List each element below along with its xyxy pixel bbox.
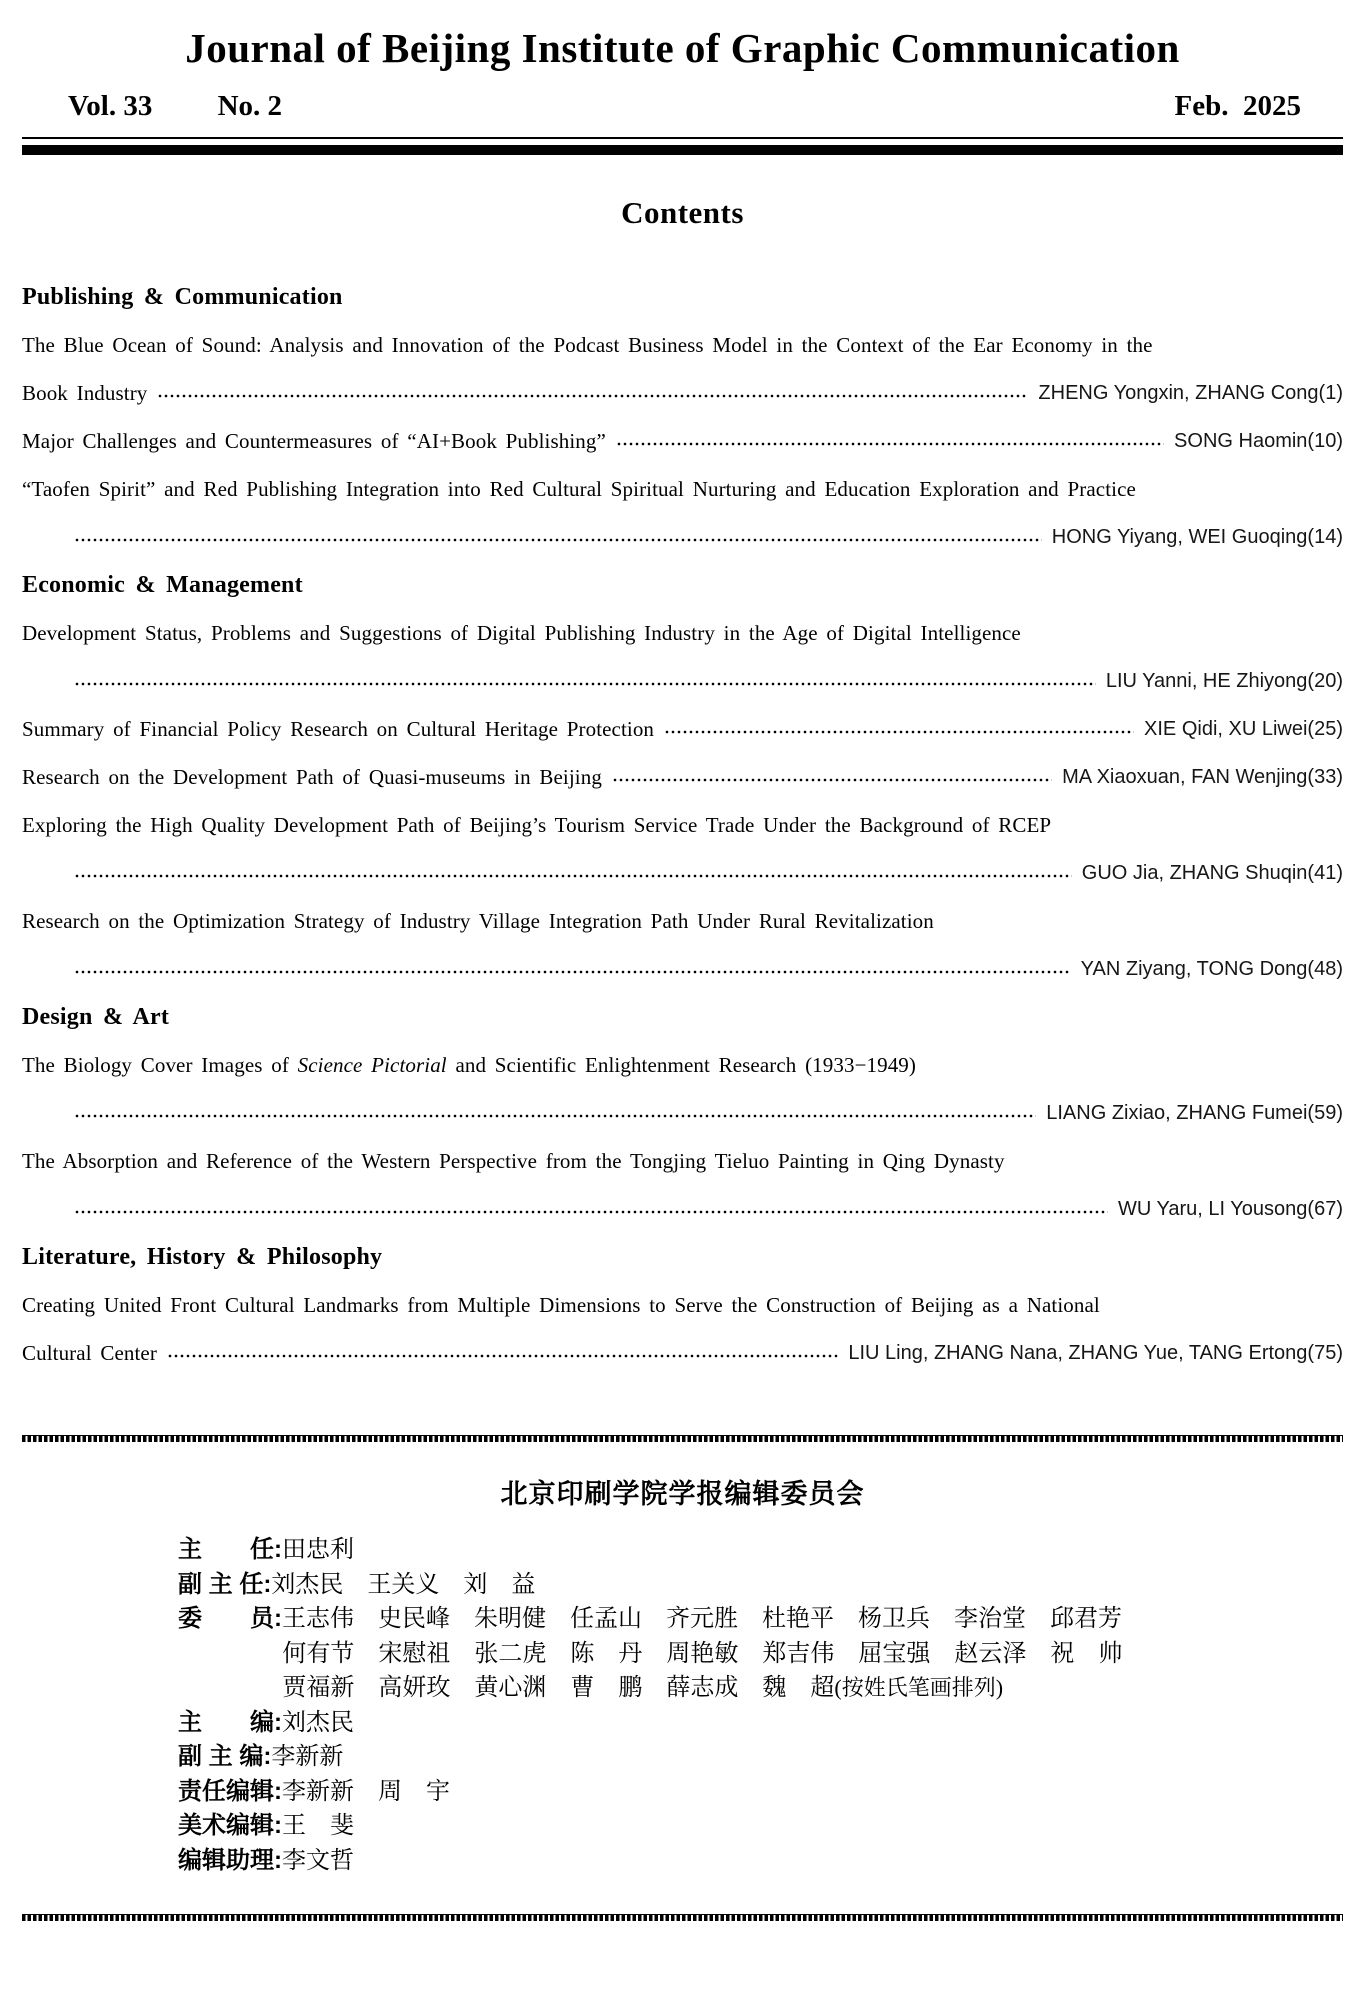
entry-title-lead: Book Industry	[22, 380, 148, 405]
board-role-label: 编辑助理:	[178, 1846, 282, 1874]
italic-title-segment: Science Pictorial	[297, 1053, 447, 1078]
entry-page-number: (59)	[1307, 1101, 1343, 1124]
entry-leader-line	[22, 513, 1343, 561]
entry-page-number: (1)	[1318, 381, 1343, 404]
board-role-label: 委 员:	[178, 1605, 282, 1633]
title-segment: Creating United Front Cultural Landmarks from Multiple Dimensions to Serve the Construction of Beijing as a National	[22, 1293, 1100, 1318]
editorial-board	[22, 1472, 1343, 1878]
board-rows	[178, 1533, 1343, 1878]
board-row	[178, 1775, 1343, 1810]
entry-page-number: (25)	[1307, 717, 1343, 740]
date-label: Feb. 2025	[1174, 90, 1301, 123]
entry-page-number: (20)	[1307, 669, 1343, 692]
board-names: 刘杰民 王关义 刘 益	[271, 1570, 536, 1598]
board-names: 李新新	[271, 1743, 344, 1771]
board-row	[178, 1844, 1343, 1879]
issue-label: No. 2	[217, 90, 283, 123]
dot-leader	[74, 681, 1096, 687]
volume-issue-row	[22, 90, 1343, 123]
toc-entry	[22, 321, 1343, 417]
entry-title-lead: Major Challenges and Countermeasures of “AI+Book Publishing”	[22, 428, 606, 453]
board-row-continuation	[178, 1637, 1343, 1672]
entry-authors: LIU Yanni, HE Zhiyong	[1105, 669, 1308, 692]
entry-leader-line	[22, 945, 1343, 993]
entry-leader-line	[22, 849, 1343, 897]
entry-title-line	[22, 1041, 1343, 1089]
toc-section	[22, 1233, 1343, 1377]
dot-leader	[74, 969, 1071, 975]
entry-authors: MA Xiaoxuan, FAN Wenjing	[1062, 765, 1308, 788]
journal-title: Journal of Beijing Institute of Graphic Communication	[185, 25, 1180, 71]
dot-leader	[74, 1209, 1108, 1215]
entry-title-lead: Cultural Center	[22, 1340, 157, 1365]
board-row-continuation	[178, 1671, 1343, 1706]
entry-authors: XIE Qidi, XU Liwei	[1144, 717, 1308, 740]
entry-authors: SONG Haomin	[1174, 429, 1308, 452]
entry-title-lead: Research on the Development Path of Quasi-museums in Beijing	[22, 764, 602, 789]
entry-page-number: (33)	[1307, 765, 1343, 788]
entry-page-number: (48)	[1307, 957, 1343, 980]
board-role-label: 主 任:	[178, 1536, 282, 1564]
board-role-label: 责任编辑:	[178, 1777, 282, 1805]
board-names: 何有节 宋慰祖 张二虎 陈 丹 周艳敏 郑吉伟 屈宝强 赵云泽 祝 帅	[282, 1639, 1123, 1667]
entry-authors: LIANG Zixiao, ZHANG Fumei	[1046, 1101, 1308, 1124]
entry-authors: LIU Ling, ZHANG Nana, ZHANG Yue, TANG Ertong	[848, 1341, 1308, 1364]
board-row	[178, 1568, 1343, 1603]
entry-leader-line	[22, 753, 1343, 801]
board-names: 田忠利	[282, 1536, 354, 1564]
board-separator	[22, 1435, 1343, 1442]
header-rule-thin	[22, 137, 1343, 139]
dot-leader	[74, 1113, 1036, 1119]
toc-entry	[22, 753, 1343, 801]
entry-leader-line	[22, 705, 1343, 753]
entry-authors: GUO Jia, ZHANG Shuqin	[1081, 861, 1308, 884]
entry-title-lead: Summary of Financial Policy Research on Cultural Heritage Protection	[22, 716, 655, 741]
entry-page-number: (10)	[1307, 429, 1343, 452]
contents-title: Contents	[621, 195, 744, 231]
dot-leader	[74, 873, 1072, 879]
title-segment: and Scientific Enlightenment Research (1933−1949)	[446, 1053, 917, 1078]
toc-sections	[22, 273, 1343, 1377]
board-row	[178, 1740, 1343, 1775]
toc-section	[22, 993, 1343, 1233]
entry-title-line	[22, 321, 1343, 369]
board-row	[178, 1706, 1343, 1741]
title-segment: The Biology Cover Images of	[22, 1053, 298, 1078]
board-names: 贾福新 高妍玫 黄心渊 曹 鹏 薛志成 魏 超	[282, 1674, 835, 1702]
toc-entry	[22, 1041, 1343, 1137]
dot-leader	[616, 441, 1164, 447]
volume-issue	[68, 90, 282, 123]
page-header	[22, 24, 1343, 155]
toc-entry	[22, 1281, 1343, 1377]
toc-entry	[22, 897, 1343, 993]
title-segment: The Blue Ocean of Sound: Analysis and Innovation of the Podcast Business Model in the Context of the Ear Economy in the	[22, 333, 1153, 358]
entry-title-line	[22, 1281, 1343, 1329]
entry-authors: WU Yaru, LI Yousong	[1118, 1197, 1308, 1220]
dot-leader	[167, 1353, 838, 1359]
section-heading: Design & Art	[22, 1004, 170, 1031]
entry-leader-line	[22, 369, 1343, 417]
title-segment: Exploring the High Quality Development Path of Beijing’s Tourism Service Trade Under the Background of RCEP	[22, 813, 1052, 838]
entry-title-line	[22, 1137, 1343, 1185]
header-rule-thick	[22, 145, 1343, 155]
entry-authors: HONG Yiyang, WEI Guoqing	[1051, 525, 1308, 548]
board-sort-note: (按姓氏笔画排列)	[834, 1675, 1004, 1701]
entry-authors: ZHENG Yongxin, ZHANG Cong	[1038, 381, 1319, 404]
dot-leader	[157, 393, 1028, 399]
bottom-separator	[22, 1914, 1343, 1921]
toc-entry	[22, 417, 1343, 465]
dot-leader	[612, 777, 1052, 783]
entry-leader-line	[22, 657, 1343, 705]
entry-authors: YAN Ziyang, TONG Dong	[1080, 957, 1308, 980]
toc-entry	[22, 801, 1343, 897]
title-segment: Research on the Optimization Strategy of Industry Village Integration Path Under Rural Revitalization	[22, 909, 934, 934]
title-segment: Development Status, Problems and Suggestions of Digital Publishing Industry in the Age of Digital Intelligence	[22, 621, 1021, 646]
board-names: 王志伟 史民峰 朱明健 任孟山 齐元胜 杜艳平 杨卫兵 李治堂 邱君芳	[282, 1605, 1122, 1633]
entry-leader-line	[22, 1089, 1343, 1137]
entry-page-number: (41)	[1307, 861, 1343, 884]
board-row	[178, 1533, 1343, 1568]
toc-entry	[22, 609, 1343, 705]
entry-title-line	[22, 465, 1343, 513]
entry-leader-line	[22, 1185, 1343, 1233]
board-role-label: 美术编辑:	[178, 1812, 282, 1840]
toc-entry	[22, 465, 1343, 561]
entry-page-number: (75)	[1307, 1341, 1343, 1364]
section-heading: Economic & Management	[22, 572, 303, 599]
board-row	[178, 1602, 1343, 1637]
dot-leader	[74, 537, 1042, 543]
entry-leader-line	[22, 1329, 1343, 1377]
entry-page-number: (14)	[1307, 525, 1343, 548]
toc-section	[22, 561, 1343, 993]
board-role-label: 副 主 任:	[178, 1570, 272, 1598]
board-heading: 北京印刷学院学报编辑委员会	[500, 1479, 865, 1510]
board-role-label: 副 主 编:	[178, 1743, 272, 1771]
section-heading: Literature, History & Philosophy	[22, 1244, 383, 1271]
title-segment: “Taofen Spirit” and Red Publishing Integration into Red Cultural Spiritual Nurturing and Education Exploration and Practice	[22, 477, 1136, 502]
entry-title-line	[22, 609, 1343, 657]
board-names: 王 斐	[282, 1812, 354, 1840]
board-names: 刘杰民	[282, 1708, 354, 1736]
board-names: 李文哲	[282, 1846, 354, 1874]
toc-entry	[22, 705, 1343, 753]
entry-title-line	[22, 801, 1343, 849]
entry-leader-line	[22, 417, 1343, 465]
dot-leader	[664, 729, 1134, 735]
entry-page-number: (67)	[1307, 1197, 1343, 1220]
entry-title-line	[22, 897, 1343, 945]
volume-label: Vol. 33	[68, 90, 153, 123]
board-names: 李新新 周 宇	[282, 1777, 450, 1805]
board-role-label: 主 编:	[178, 1708, 282, 1736]
toc-entry	[22, 1137, 1343, 1233]
toc-section	[22, 273, 1343, 561]
title-segment: The Absorption and Reference of the Western Perspective from the Tongjing Tieluo Painting in Qing Dynasty	[22, 1149, 1005, 1174]
section-heading: Publishing & Communication	[22, 284, 343, 311]
board-row	[178, 1809, 1343, 1844]
